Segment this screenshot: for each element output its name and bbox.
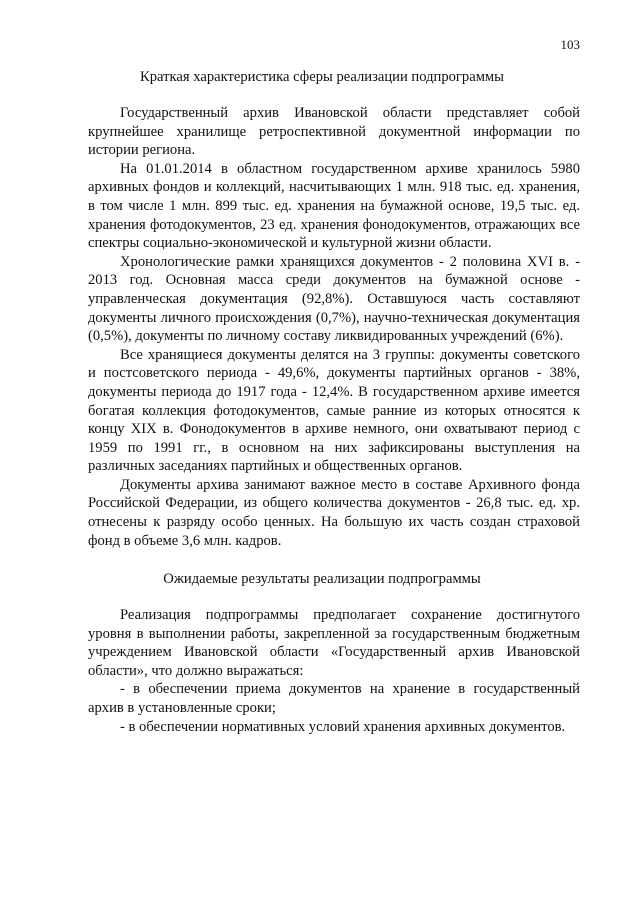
paragraph: Хронологические рамки хранящихся документов - 2 половина XVI в. - 2013 год. Основная масса среди документов на бумажной основе - управленческая документация (92,8%). Оставшуюся часть составляют документы личного происхождения (0,7%), научно-техническая документация (0,5%), документы по личному составу ликвидированных учреждений (6%). [88,253,580,345]
section-title-expected-results: Ожидаемые результаты реализации подпрограммы [163,571,481,587]
paragraph: Документы архива занимают важное место в составе Архивного фонда Российской Федерации, из общего количества документов - 26,8 тыс. ед. хр. отнесены к разряду особо ценных. На большую их часть создан страховой фонд в объеме 3,6 млн. кадров. [88,476,580,549]
list-item: - в обеспечении нормативных условий хранения архивных документов. [120,718,566,735]
section-body-characteristics [88,104,580,550]
paragraph: Государственный архив Ивановской области представляет собой крупнейшее хранилище ретроспективной документной информации по истории региона. [88,105,580,159]
section-title-characteristics: Краткая характеристика сферы реализации подпрограммы [140,69,504,85]
page-number: 103 [560,37,580,52]
section-body-expected-results [88,606,580,736]
paragraph: Все хранящиеся документы делятся на 3 группы: документы советского и постсоветского периода - 49,6%, документы партийных органов - 38%, документы периода до 1917 года - 12,4%. В государственном архиве имеется богатая коллекция фотодокументов, самые ранние из которых относятся к концу XIX в. Фонодокументов в архиве немного, они охватывают период с 1959 по 1991 гг., в основном на них зафиксированы выступления на различных заседаниях партийных и общественных органов. [88,346,580,475]
paragraph: На 01.01.2014 в областном государственном архиве хранилось 5980 архивных фондов и коллекций, насчитывающих 1 млн. 918 тыс. ед. хранения, в том числе 1 млн. 899 тыс. ед. хранения на бумажной основе, 19,5 тыс. ед. хранения фотодокументов, 23 ед. хранения фонодокументов, отражающих все спектры социально-экономической и культурной жизни области. [88,160,580,252]
paragraph: Реализация подпрограммы предполагает сохранение достигнутого уровня в выполнении работы, закрепленной за государственным бюджетным учреждением Ивановской области «Государственный архив Ивановской области», что должно выражаться: [88,607,580,679]
list-item: - в обеспечении приема документов на хранение в государственный архив в установленные сроки; [88,681,580,716]
